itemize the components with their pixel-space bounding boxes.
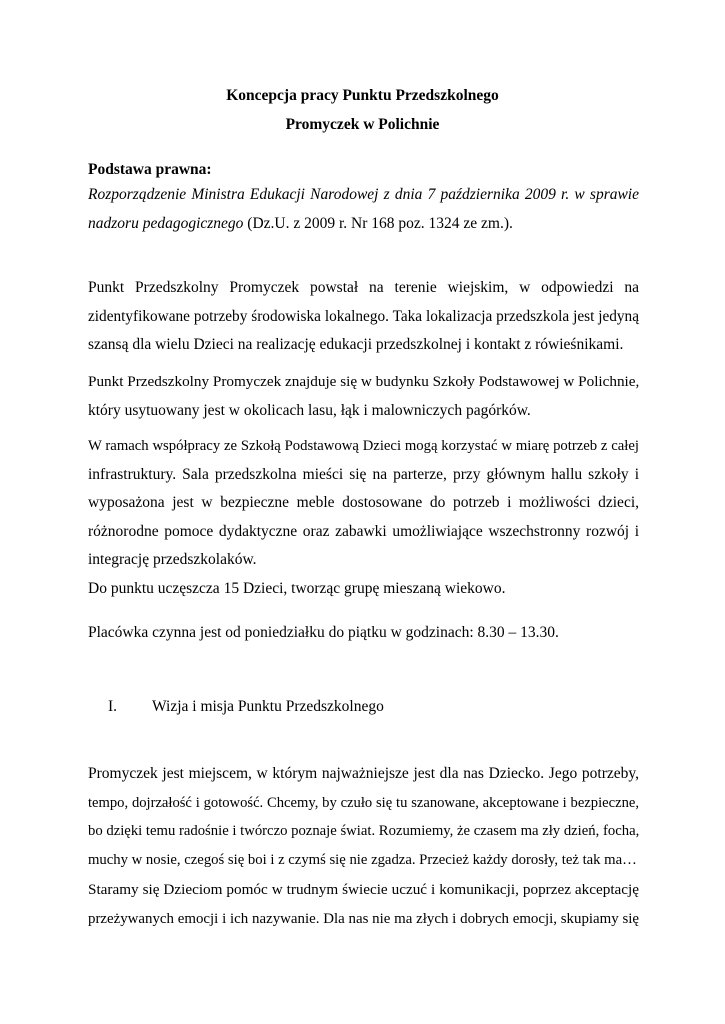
paragraph-line: integrację przedszkolaków.	[88, 551, 257, 568]
section-number: I.	[108, 698, 118, 715]
section-heading-vision	[108, 697, 384, 717]
paragraph-line: W ramach współpracy ze Szkołą Podstawową Dzieci mogą korzystać w miarę potrzeb z całej	[88, 438, 639, 454]
paragraph-line: przeżywanych emocji i ich nazywanie. Dla nas nie ma złych i dobrych emocji, skupiamy się	[88, 910, 639, 927]
legal-basis-label: Podstawa prawna:	[88, 161, 212, 178]
legal-basis-line-1	[88, 181, 639, 210]
paragraph-line: zidentyfikowane potrzeby środowiska lokalnego. Taka lokalizacja przedszkola jest jedyną	[88, 307, 639, 325]
paragraph-line: Punkt Przedszkolny Promyczek powstał na terenie wiejskim, w odpowiedzi na	[88, 279, 639, 296]
paragraph-line: Promyczek jest miejscem, w którym najważniejsze jest dla nas Dziecko. Jego potrzeby,	[88, 765, 639, 782]
section-title: Wizja i misja Punktu Przedszkolnego	[152, 698, 384, 715]
paragraph-opening-hours: Placówka czynna jest od poniedziałku do piątku w godzinach: 8.30 – 13.30.	[88, 624, 559, 641]
paragraph-line: różnorodne pomoce dydaktyczne oraz zabawki umożliwiające wszechstronny rozwój i	[88, 522, 639, 540]
legal-basis-line-2	[88, 210, 639, 239]
document-title-line-1: Koncepcja pracy Punktu Przedszkolnego	[226, 87, 499, 104]
paragraph-line: wyposażona jest w bezpieczne meble dostosowane do potrzeb i możliwości dzieci,	[88, 494, 639, 511]
paragraph-vision	[88, 760, 639, 874]
paragraph-line: Punkt Przedszkolny Promyczek znajduje się w budynku Szkoły Podstawowej w Polichnie,	[88, 373, 640, 390]
paragraph-line: bo dzięki temu radośnie i twórczo poznaje świat. Rozumiemy, że czasem ma zły dzień, focha,	[88, 823, 640, 839]
paragraph-line: który usytuowany jest w okolicach lasu, łąk i malowniczych pagórków.	[88, 401, 531, 419]
paragraph-location	[88, 274, 639, 360]
paragraph-line: szansą dla wielu Dzieci na realizację edukacji przedszkolnej i kontakt z rówieśnikami.	[88, 336, 624, 353]
legal-basis-citation: (Dz.U. z 2009 r. Nr 168 poz. 1324 ze zm.).	[243, 214, 513, 232]
legal-basis-italic-1: Rozporządzenie Ministra Edukacji Narodowej z dnia 7 października 2009 r. w sprawie	[88, 186, 639, 203]
legal-basis-italic-2: nadzoru pedagogicznego	[88, 214, 244, 232]
paragraph-infrastructure	[88, 432, 639, 575]
paragraph-line: tempo, dojrzałość i gotowość. Chcemy, by czuło się tu szanowane, akceptowane i bezpieczne,	[88, 794, 639, 811]
paragraph-line: infrastruktury. Sala przedszkolna mieści się na parterze, przy głównym hallu szkoły i	[88, 465, 639, 483]
document-title-line-2: Promyczek w Polichnie	[285, 116, 440, 133]
paragraph-line: muchy w nosie, czegoś się boi i z czymś się nie zgadza. Przecież każdy dorosły, też tak ma…	[88, 851, 637, 868]
paragraph-children-count: Do punktu uczęszcza 15 Dzieci, tworząc grupę mieszaną wiekowo.	[88, 580, 506, 597]
paragraph-emotions	[88, 876, 639, 933]
paragraph-line: Staramy się Dzieciom pomóc w trudnym świecie uczuć i komunikacji, poprzez akceptację	[88, 881, 639, 898]
legal-basis-text	[88, 181, 639, 238]
paragraph-building	[88, 368, 639, 425]
